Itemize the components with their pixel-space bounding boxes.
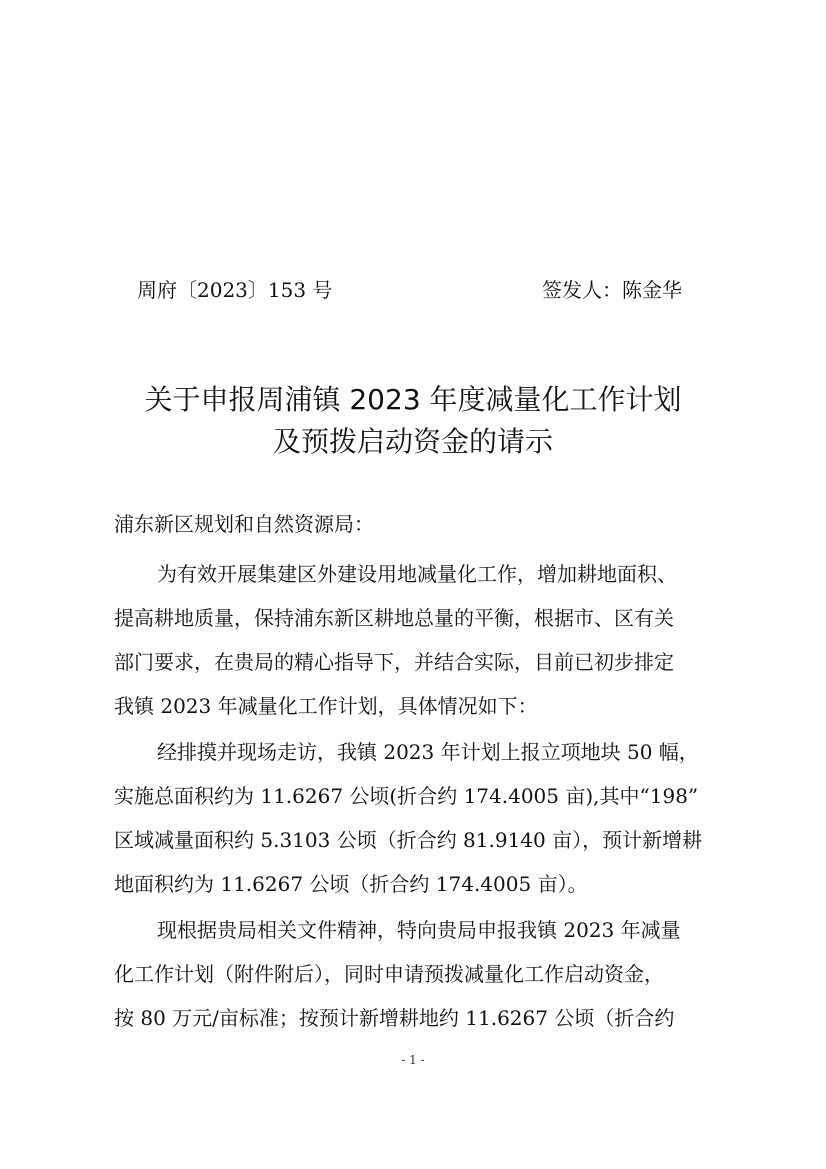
document-title-line-1: 关于申报周浦镇 2023 年度减量化工作计划 xyxy=(144,383,682,416)
paragraph-2-line-2: 实施总面积约为 11.6267 公顷(折合约 174.4005 亩),其中“198” xyxy=(114,784,699,808)
paragraph-1-line-3: 部门要求，在贵局的精心指导下，并结合实际，目前已初步排定 xyxy=(114,650,674,674)
paragraph-3-line-3: 按 80 万元/亩标准；按预计新增耕地约 11.6267 公顷（折合约 xyxy=(114,1006,675,1030)
paragraph-1-line-2: 提高耕地质量，保持浦东新区耕地总量的平衡，根据市、区有关 xyxy=(114,606,674,630)
paragraph-1-line-1: 为有效开展集建区外建设用地减量化工作，增加耕地面积、 xyxy=(157,562,677,586)
signer: 签发人：陈金华 xyxy=(542,278,682,302)
paragraph-2-line-3: 区域减量面积约 5.3103 公顷（折合约 81.9140 亩），预计新增耕 xyxy=(114,828,703,852)
page-number: - 1 - xyxy=(401,1053,425,1067)
paragraph-2-line-4: 地面积约为 11.6267 公顷（折合约 174.4005 亩）。 xyxy=(114,872,588,896)
document-title-line-2: 及预拨启动资金的请示 xyxy=(272,425,553,458)
document-number: 周府〔2023〕153 号 xyxy=(137,278,333,302)
paragraph-3-line-2: 化工作计划（附件附后），同时申请预拨减量化工作启动资金， xyxy=(114,962,664,986)
paragraph-1-line-4: 我镇 2023 年减量化工作计划，具体情况如下： xyxy=(114,694,538,718)
salutation: 浦东新区规划和自然资源局： xyxy=(114,512,374,536)
paragraph-3-line-1: 现根据贵局相关文件精神，特向贵局申报我镇 2023 年减量 xyxy=(157,918,681,942)
paragraph-2-line-1: 经排摸并现场走访，我镇 2023 年计划上报立项地块 50 幅， xyxy=(157,740,699,764)
